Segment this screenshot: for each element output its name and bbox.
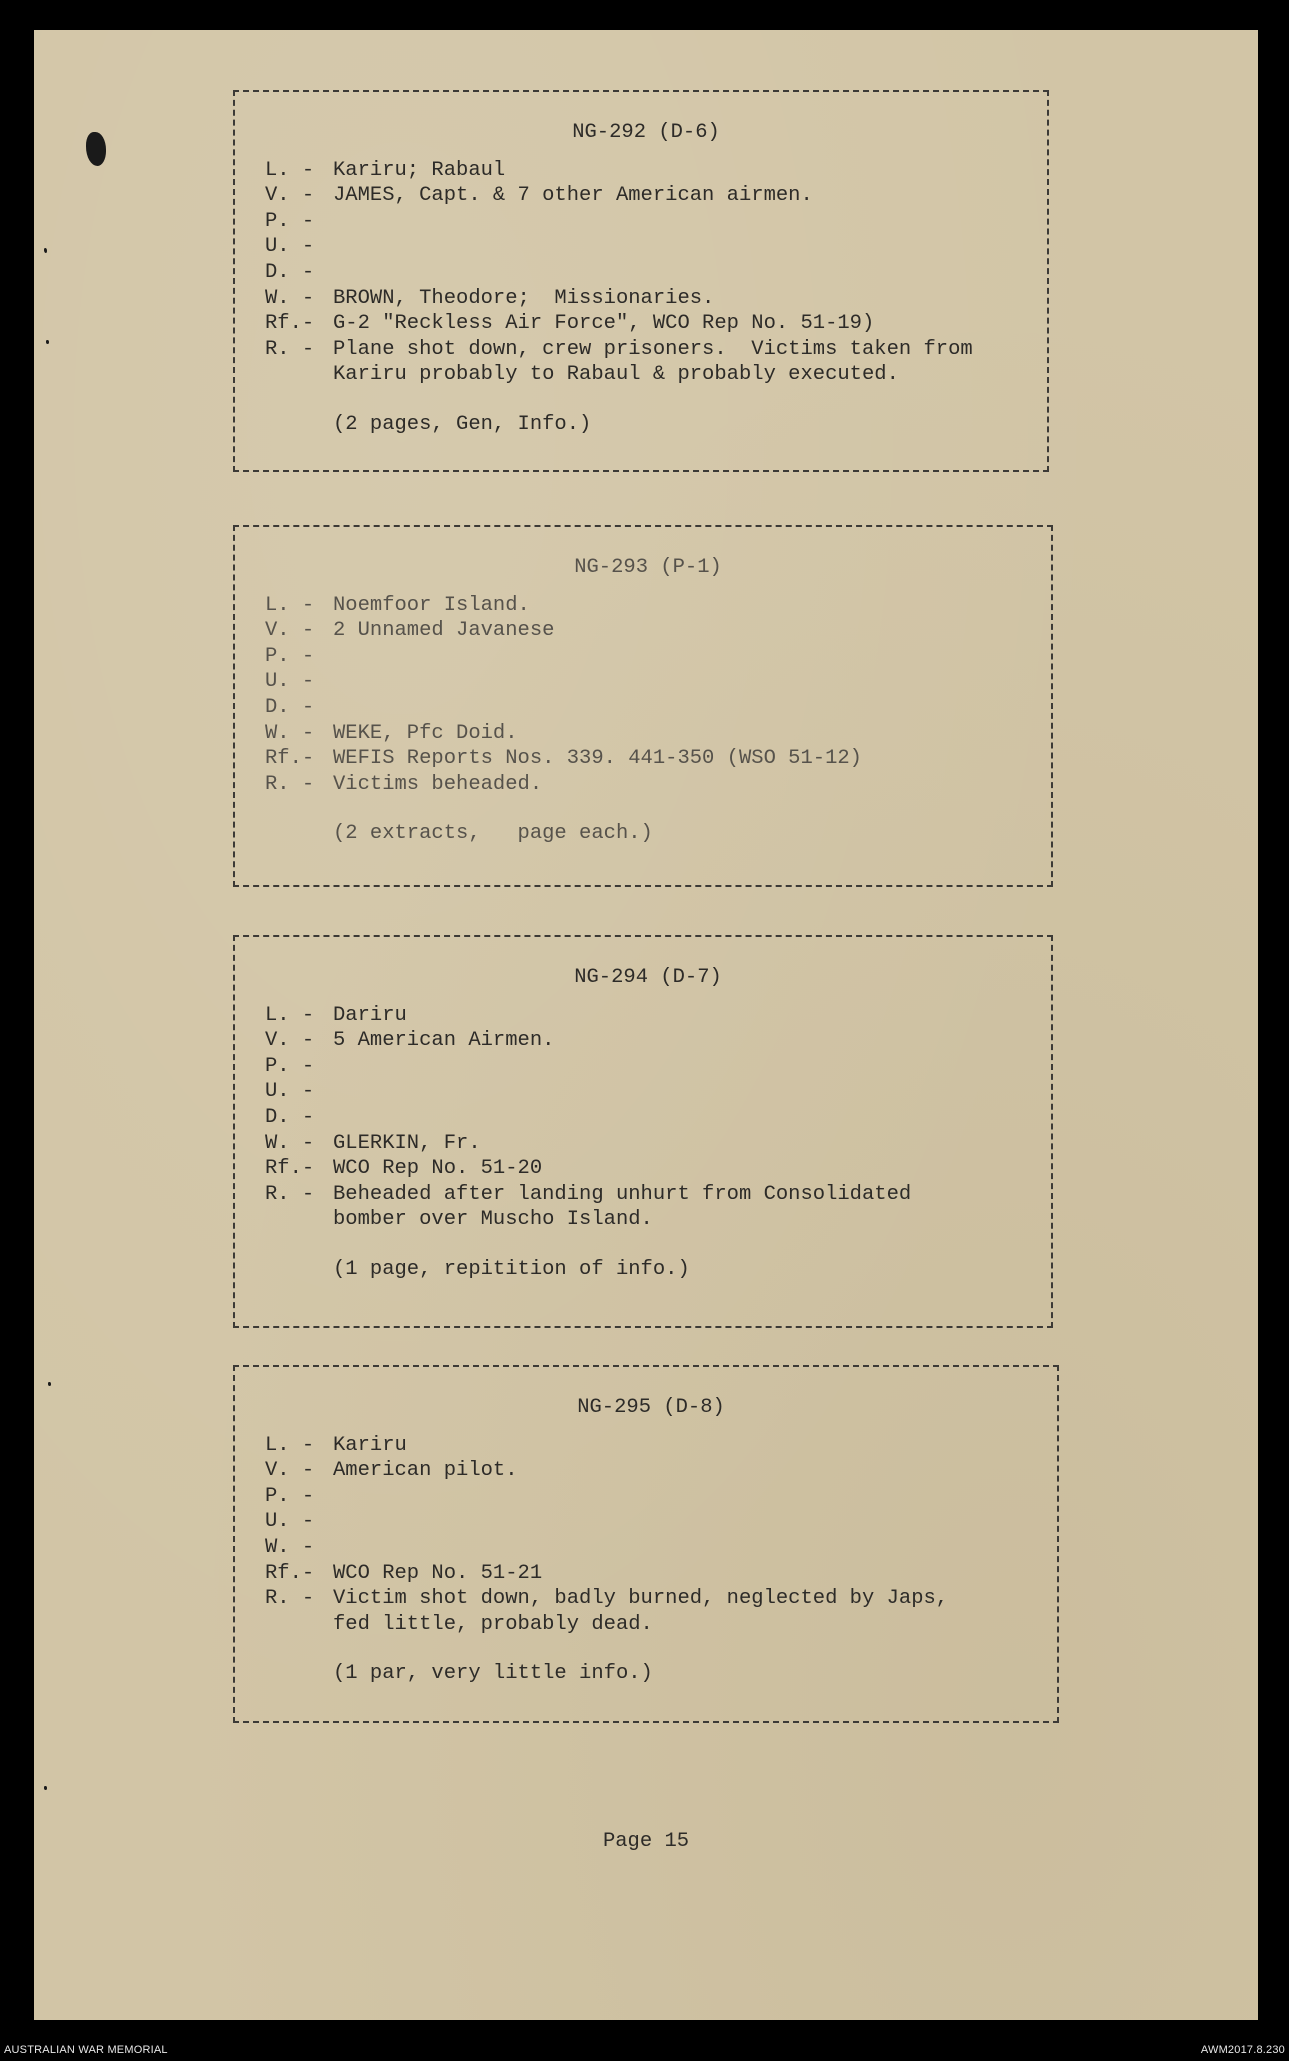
- field-label: U. -: [265, 670, 315, 694]
- field-value: BROWN, Theodore; Missionaries.: [333, 286, 715, 310]
- field-label: L. -: [265, 1433, 315, 1457]
- field-row-reference: [265, 311, 1027, 337]
- field-row-u: [265, 1079, 1031, 1105]
- field-value: G-2 "Reckless Air Force", WCO Rep No. 51-19): [333, 312, 875, 336]
- field-value: [333, 669, 1031, 695]
- field-label: R. -: [265, 337, 315, 361]
- field-value: [333, 260, 1027, 286]
- field-value: GLERKIN, Fr.: [333, 1131, 481, 1155]
- field-label: P. -: [265, 1054, 315, 1078]
- field-row-victims: [265, 183, 1027, 209]
- field-label: P. -: [265, 1484, 315, 1508]
- field-value: American pilot.: [333, 1459, 518, 1483]
- footer-accession-number: AWM2017.8.230: [1200, 2044, 1285, 2056]
- field-label: V. -: [265, 1029, 315, 1053]
- field-row-location: [265, 1003, 1031, 1029]
- field-row-remarks: [265, 772, 1031, 798]
- field-value: [333, 1484, 1037, 1510]
- field-row-location: [265, 593, 1031, 619]
- field-row-remarks: [265, 337, 1027, 363]
- field-row-victims: [265, 1028, 1031, 1054]
- field-value: [333, 1054, 1031, 1080]
- field-row-d: [265, 695, 1031, 721]
- field-value: [333, 1105, 1031, 1131]
- field-value: 2 Unnamed Javanese: [333, 619, 555, 643]
- card-title: NG-295 (D-8): [577, 1396, 725, 1419]
- record-card-ng-293: [233, 525, 1053, 887]
- field-value: WCO Rep No. 51-21: [333, 1561, 543, 1585]
- remarks-continuation: Kariru probably to Rabaul & probably executed.: [333, 363, 899, 387]
- field-value: [333, 1509, 1037, 1535]
- field-label: U. -: [265, 1510, 315, 1534]
- field-row-witness: [265, 1131, 1031, 1157]
- field-value: [333, 1079, 1031, 1105]
- field-row-witness: [265, 721, 1031, 747]
- field-value: [333, 234, 1027, 260]
- field-value: Noemfoor Island.: [333, 593, 530, 617]
- card-note: (1 par, very little info.): [333, 1662, 653, 1686]
- field-row-u: [265, 669, 1031, 695]
- field-row-reference: [265, 1156, 1031, 1182]
- field-label: D. -: [265, 695, 315, 719]
- field-label: W. -: [265, 721, 315, 745]
- field-label: W. -: [265, 286, 315, 310]
- field-label: Rf.-: [265, 1157, 315, 1181]
- field-row-remarks: [265, 1586, 1037, 1612]
- field-value: [333, 644, 1031, 670]
- card-note: (2 extracts, page each.): [333, 822, 653, 846]
- field-value: Victim shot down, badly burned, neglected by Japs,: [333, 1587, 949, 1611]
- field-row-remarks: [265, 1182, 1031, 1208]
- field-label: U. -: [265, 235, 315, 259]
- field-row-witness: [265, 286, 1027, 312]
- field-label: Rf.-: [265, 312, 315, 336]
- field-value: WEKE, Pfc Doid.: [333, 721, 518, 745]
- card-title: NG-292 (D-6): [572, 121, 720, 144]
- field-label: P. -: [265, 209, 315, 233]
- remarks-continuation: bomber over Muscho Island.: [333, 1208, 653, 1232]
- field-label: L. -: [265, 1003, 315, 1027]
- card-title: NG-293 (P-1): [574, 556, 722, 579]
- field-row-reference: [265, 746, 1031, 772]
- field-value: Kariru: [333, 1433, 407, 1457]
- field-row-u: [265, 1509, 1037, 1535]
- footer-credit: AUSTRALIAN WAR MEMORIAL: [4, 2044, 168, 2056]
- field-label: V. -: [265, 1459, 315, 1483]
- punch-hole-mark: [86, 132, 106, 166]
- field-value: [333, 695, 1031, 721]
- field-row-location: [265, 1433, 1037, 1459]
- field-label: W. -: [265, 1131, 315, 1155]
- field-label: U. -: [265, 1080, 315, 1104]
- field-row-p: [265, 1054, 1031, 1080]
- field-row-d: [265, 260, 1027, 286]
- field-label: R. -: [265, 772, 315, 796]
- document-page: [34, 30, 1258, 2020]
- field-value: JAMES, Capt. & 7 other American airmen.: [333, 184, 813, 208]
- field-value: [333, 1535, 1037, 1561]
- field-row-d: [265, 1105, 1031, 1131]
- paper-speck: [44, 248, 47, 253]
- field-row-witness: [265, 1535, 1037, 1561]
- field-label: L. -: [265, 593, 315, 617]
- field-value: Plane shot down, crew prisoners. Victims taken from: [333, 337, 973, 361]
- field-value: WEFIS Reports Nos. 339. 441-350 (WSO 51-12): [333, 747, 862, 771]
- field-label: P. -: [265, 644, 315, 668]
- page-number: Page 15: [602, 1830, 690, 1853]
- field-value: Beheaded after landing unhurt from Consolidated: [333, 1182, 912, 1206]
- field-label: Rf.-: [265, 747, 315, 771]
- field-value: 5 American Airmen.: [333, 1029, 555, 1053]
- field-label: L. -: [265, 158, 315, 182]
- record-card-ng-292: [233, 90, 1049, 472]
- field-label: R. -: [265, 1587, 315, 1611]
- field-value: Victims beheaded.: [333, 772, 543, 796]
- card-note: (2 pages, Gen, Info.): [333, 412, 592, 436]
- field-row-victims: [265, 618, 1031, 644]
- field-label: D. -: [265, 1105, 315, 1129]
- field-row-reference: [265, 1561, 1037, 1587]
- field-label: R. -: [265, 1182, 315, 1206]
- field-row-p: [265, 1484, 1037, 1510]
- field-label: D. -: [265, 260, 315, 284]
- record-card-ng-294: [233, 935, 1053, 1328]
- field-row-location: [265, 158, 1027, 184]
- paper-speck: [48, 1382, 51, 1386]
- card-title: NG-294 (D-7): [574, 966, 722, 989]
- remarks-continuation: fed little, probably dead.: [333, 1612, 653, 1636]
- field-row-p: [265, 644, 1031, 670]
- field-row-u: [265, 234, 1027, 260]
- paper-speck: [44, 1786, 47, 1790]
- field-label: W. -: [265, 1535, 315, 1559]
- field-value: WCO Rep No. 51-20: [333, 1157, 543, 1181]
- record-card-ng-295: [233, 1365, 1059, 1723]
- field-value: [333, 209, 1027, 235]
- paper-speck: [46, 340, 49, 344]
- field-row-victims: [265, 1458, 1037, 1484]
- field-row-p: [265, 209, 1027, 235]
- field-label: V. -: [265, 184, 315, 208]
- card-note: (1 page, repitition of info.): [333, 1257, 690, 1281]
- field-value: Kariru; Rabaul: [333, 158, 506, 182]
- field-label: Rf.-: [265, 1561, 315, 1585]
- field-value: Dariru: [333, 1003, 407, 1027]
- field-label: V. -: [265, 619, 315, 643]
